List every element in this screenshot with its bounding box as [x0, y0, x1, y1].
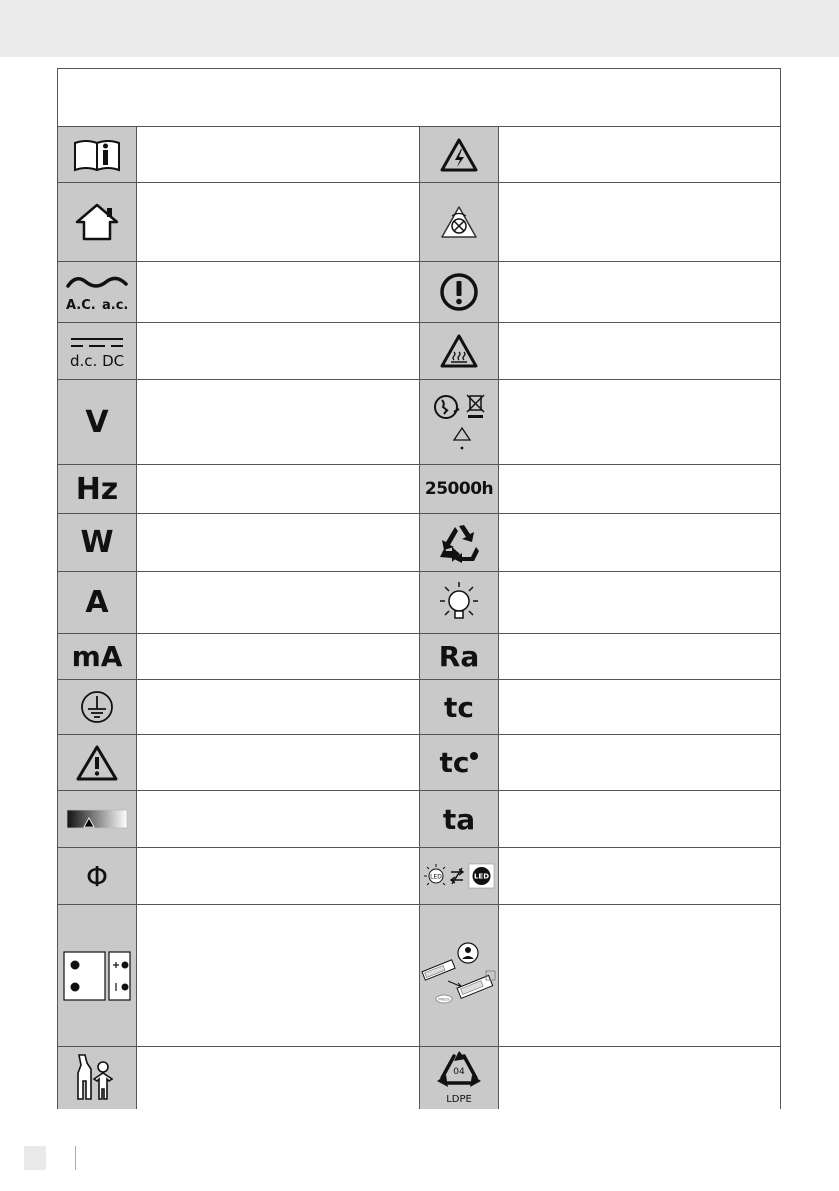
table-row	[58, 262, 780, 323]
case-temperature-degree-icon	[420, 735, 499, 790]
volt-icon	[58, 380, 137, 464]
light-bulb-icon	[420, 572, 499, 633]
watt-icon	[58, 514, 137, 571]
symbol-description	[499, 848, 780, 904]
ldpe-label: LDPE	[446, 1094, 472, 1105]
alternating-current-icon	[58, 262, 137, 322]
ac-label-b: a.c.	[102, 298, 129, 313]
volt-label: V	[85, 404, 109, 440]
case-temperature-label: tc	[444, 690, 474, 724]
table-header	[58, 69, 780, 127]
ambient-temperature-label: ta	[442, 802, 476, 836]
symbol-description	[499, 183, 780, 261]
symbol-description	[499, 680, 780, 734]
symbol-description	[137, 791, 420, 847]
milliampere-icon	[58, 634, 137, 679]
table-row	[58, 572, 780, 634]
ambient-temperature-icon	[420, 791, 499, 847]
ac-label-a: A.C.	[66, 298, 96, 313]
warning-triangle-icon	[58, 735, 137, 790]
ampere-label: A	[85, 585, 109, 620]
colour-rendering-label: Ra	[438, 640, 480, 673]
symbol-description	[137, 735, 420, 790]
table-row	[58, 634, 780, 680]
ampere-icon	[58, 572, 137, 633]
polarity-icon	[58, 905, 137, 1046]
table-row	[58, 680, 780, 735]
hertz-icon	[58, 465, 137, 513]
watt-label: W	[80, 525, 114, 560]
symbol-description	[137, 183, 420, 261]
symbol-description	[137, 1047, 420, 1109]
symbol-description	[499, 514, 780, 571]
symbol-description	[499, 465, 780, 513]
table-row	[58, 127, 780, 183]
symbol-description	[137, 905, 420, 1046]
symbol-description	[499, 127, 780, 182]
footer-divider	[75, 1146, 76, 1170]
symbol-description	[499, 323, 780, 379]
dc-label: d.c. DC	[70, 352, 125, 370]
symbol-description	[137, 465, 420, 513]
table-row	[58, 848, 780, 905]
table-row	[58, 905, 780, 1047]
table-row	[58, 791, 780, 848]
symbol-description	[499, 791, 780, 847]
symbol-description	[137, 127, 420, 182]
symbol-description	[499, 905, 780, 1046]
symbol-description	[137, 848, 420, 904]
instructions-icon	[58, 127, 137, 182]
table-row	[58, 323, 780, 380]
indoor-use-icon	[58, 183, 137, 261]
earth-ground-icon	[58, 680, 137, 734]
symbol-description	[137, 572, 420, 633]
symbol-description	[137, 380, 420, 464]
disposal-recycling-icon	[420, 380, 499, 464]
led-replaceable-icon	[420, 848, 499, 904]
symbol-description	[499, 380, 780, 464]
luminous-flux-icon	[58, 848, 137, 904]
symbol-description	[137, 262, 420, 322]
table-row	[58, 183, 780, 262]
symbol-table	[57, 68, 781, 1109]
recycle-icon	[420, 514, 499, 571]
table-row	[58, 465, 780, 514]
control-gear-replacement-icon	[420, 905, 499, 1046]
table-row	[58, 1047, 780, 1109]
lifetime-label: 25000h	[424, 479, 494, 499]
table-row	[58, 380, 780, 465]
symbol-description	[499, 572, 780, 633]
table-row	[58, 735, 780, 791]
hot-surface-warning-icon	[420, 323, 499, 379]
symbol-description	[137, 680, 420, 734]
lifetime-hours-icon	[420, 465, 499, 513]
ldpe-recycling-icon	[420, 1047, 499, 1109]
direct-current-icon	[58, 323, 137, 379]
symbol-description	[137, 514, 420, 571]
electric-shock-warning-icon	[420, 127, 499, 182]
top-bar	[0, 0, 839, 57]
table-row	[58, 514, 780, 572]
led-text-a: LED	[430, 873, 442, 881]
symbol-description	[499, 634, 780, 679]
symbol-description	[137, 634, 420, 679]
colour-rendering-icon	[420, 634, 499, 679]
symbol-description	[499, 262, 780, 322]
hertz-label: Hz	[75, 471, 119, 507]
case-temperature-icon	[420, 680, 499, 734]
led-text-b: LED	[473, 872, 490, 881]
symbol-description	[499, 1047, 780, 1109]
ldpe-number: 04	[453, 1067, 465, 1077]
important-note-icon	[420, 262, 499, 322]
press-badge: PRESS	[438, 997, 450, 1001]
luminous-flux-label: Φ	[85, 859, 109, 893]
milliampere-label: mA	[71, 640, 123, 673]
dimmable-icon	[58, 791, 137, 847]
page-number-box	[24, 1146, 46, 1170]
case-temperature-degree-label: tc	[440, 746, 479, 779]
child-safety-icon	[58, 1047, 137, 1109]
not-suitable-for-dimming-icon	[420, 183, 499, 261]
symbol-description	[499, 735, 780, 790]
symbol-description	[137, 323, 420, 379]
